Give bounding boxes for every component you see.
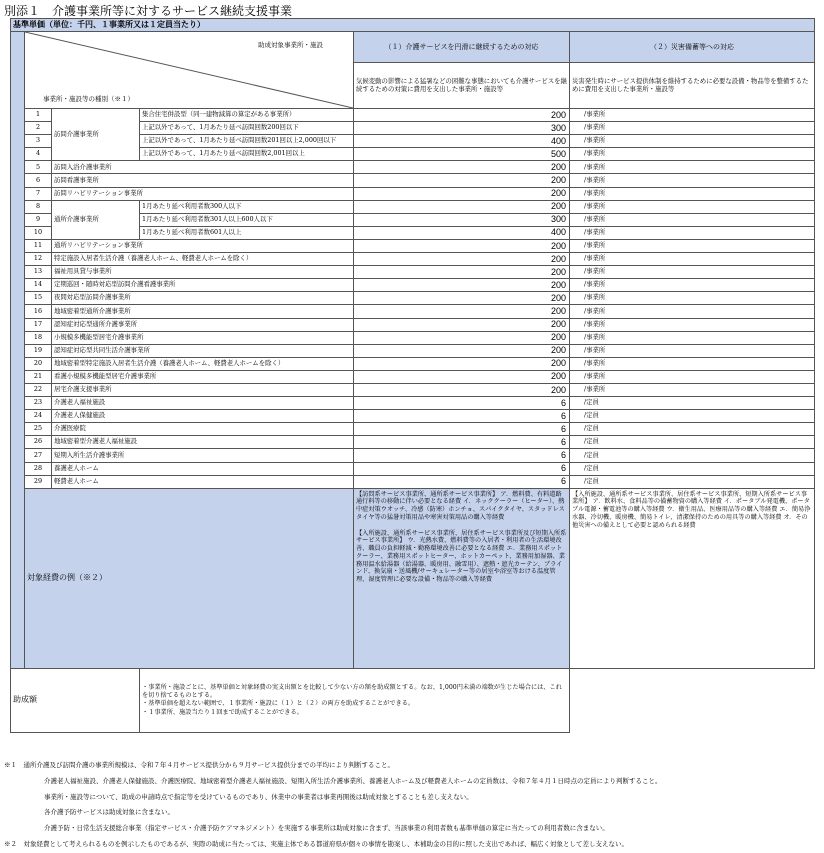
row-number: 14: [25, 279, 52, 292]
row-number: 20: [25, 357, 52, 370]
row-number: 11: [25, 239, 52, 252]
unit-price-value: 400: [354, 135, 570, 148]
table-row: [11, 253, 815, 266]
unit-price-unit: /事業所: [570, 266, 815, 279]
unit-price-value: 200: [354, 357, 570, 370]
diagonal-header-cell: [25, 32, 354, 109]
table-row: [11, 305, 815, 318]
unit-price-value: 300: [354, 213, 570, 226]
table-row: [11, 410, 815, 423]
row-number: 25: [25, 423, 52, 436]
subcategory-label: 上記以外であって、1月あたり延べ訪問回数2,001回以上: [140, 148, 354, 161]
row-number: 13: [25, 266, 52, 279]
table-row: [11, 357, 815, 370]
unit-price-unit: /定員: [570, 397, 815, 410]
facility-type-label: 養護老人ホーム: [52, 462, 354, 475]
unit-price-value: 200: [354, 383, 570, 396]
unit-price-value: 200: [354, 292, 570, 305]
cost-examples-disaster: 【入所施設、通所系サービス事業所、居住系サービス事業所、短期入所系サービス事業所】 ア．飲料水、食料品等の備蓄物資の購入等経費 イ．ポータブル発電機、ポータブル電源・蓄電池等の購入等経費 ウ．衛生用品、医療用品等の購入等経費 エ．簡易浄水器、冷切機、暖房機、簡易トイレ、清潔保持のための用具等の購入等経費 オ．その他災害への備えとして必要と認められる経費: [570, 488, 815, 668]
row-number: 8: [25, 200, 52, 213]
table-row: [11, 318, 815, 331]
row-number: 7: [25, 187, 52, 200]
row-number: 15: [25, 292, 52, 305]
row-number: 4: [25, 148, 52, 161]
unit-price-unit: /事業所: [570, 213, 815, 226]
unit-price-value: 200: [354, 318, 570, 331]
row-number: 6: [25, 174, 52, 187]
unit-banner: 基準単価（単位：千円、１事業所又は１定員当たり）: [11, 19, 815, 32]
table-row: [11, 397, 815, 410]
unit-price-value: 200: [354, 109, 570, 122]
note-1c: 事業所・施設等について、助成の申請時点で指定等を受けているものであり、休業中の事業者は事業再開後は助成対象とすることも差し支えない。: [44, 792, 473, 801]
row-number: 16: [25, 305, 52, 318]
facility-type-label: 介護老人保健施設: [52, 410, 354, 423]
facility-type-label: 介護老人福祉施設: [52, 397, 354, 410]
unit-price-value: 300: [354, 122, 570, 135]
facility-type-label: 訪問看護事業所: [52, 174, 354, 187]
grant-table: [10, 18, 815, 733]
table-row: [11, 161, 815, 174]
unit-price-unit: /事業所: [570, 122, 815, 135]
unit-price-value: 6: [354, 475, 570, 488]
row-number: 1: [25, 109, 52, 122]
unit-price-unit: /定員: [570, 462, 815, 475]
grant-rule-line: ・１事業所、施設当たり１回まで助成することができる。: [142, 708, 303, 716]
cost-paragraph-residential: 【入所施設、通所系サービス事業所、居住系サービス事業所及び短期入所系サービス事業所】 ウ．光熱水費、燃料費等の入居者・利用者の生活環境改善、職員の負担軽減・勤務環境改善に必要となる経費 エ．業務用スポットクーラー、業務用スポットヒーター、ホットカーペット、業務用加湿器、業務用温水給湯器（給湯器、暖房用、融雪用）、遮熱・遮光カーテン、ブラインド、換気扇・送風機/サーキュレーター等の居室や浴室等おける温度管理、湿度管理に必要な設備・物品等の購入等経費: [356, 529, 567, 584]
unit-price-unit: /定員: [570, 449, 815, 462]
grant-amount-rules: [140, 668, 570, 732]
table-row: [11, 292, 815, 305]
footnotes: [4, 758, 820, 853]
facility-type-label: 認知症対応型共同生活介護事業所: [52, 344, 354, 357]
table-row: [11, 266, 815, 279]
table-row: [11, 462, 815, 475]
facility-type-label: 定期巡回・随時対応型訪問介護看護事業所: [52, 279, 354, 292]
unit-price-unit: /定員: [570, 423, 815, 436]
unit-price-unit: /事業所: [570, 253, 815, 266]
unit-price-value: 200: [354, 305, 570, 318]
subcategory-label: 上記以外であって、1月あたり延べ訪問回数201回以上2,000回以下: [140, 135, 354, 148]
header-type-label: 事業所・施設等の種別（※１）: [43, 95, 134, 104]
facility-type-label: 地域密着型特定施設入居者生活介護（養護老人ホーム、軽費老人ホームを除く）: [52, 357, 354, 370]
unit-price-value: 200: [354, 253, 570, 266]
grant-rule-line: ・事業所・施設ごとに、基準単価と対象経費の実支出額とを比較して少ない方の額を助成額とする。なお、1,000円未満の端数が生じた場合には、これを切り捨てるものとする。: [142, 683, 562, 699]
unit-price-value: 200: [354, 161, 570, 174]
row-number: 12: [25, 253, 52, 266]
facility-type-label: 通所リハビリテーション事業所: [52, 239, 354, 252]
facility-type-label: 地域密着型通所介護事業所: [52, 305, 354, 318]
unit-price-value: 6: [354, 410, 570, 423]
table-row: [11, 436, 815, 449]
facility-type-label: 夜間対応型訪問介護事業所: [52, 292, 354, 305]
facility-type-label: 地域密着型介護老人福祉施設: [52, 436, 354, 449]
facility-type-label: 軽費老人ホーム: [52, 475, 354, 488]
row-number: 26: [25, 436, 52, 449]
row-number: 29: [25, 475, 52, 488]
group-label: 通所介護事業所: [52, 200, 140, 239]
col-header-disaster: （２）災害備蓄等への対応: [570, 32, 815, 63]
unit-price-unit: /事業所: [570, 109, 815, 122]
unit-price-value: 6: [354, 436, 570, 449]
cost-examples-continuation: [354, 488, 570, 668]
unit-price-unit: /定員: [570, 410, 815, 423]
unit-price-unit: /事業所: [570, 305, 815, 318]
row-number: 2: [25, 122, 52, 135]
table-row: [11, 370, 815, 383]
unit-price-unit: /事業所: [570, 370, 815, 383]
facility-type-label: 認知症対応型通所介護事業所: [52, 318, 354, 331]
unit-price-value: 200: [354, 266, 570, 279]
row-number: 10: [25, 226, 52, 239]
note-1d: 各介護予防サービスは助成対象に含まない。: [44, 808, 174, 817]
row-number: 5: [25, 161, 52, 174]
unit-price-value: 6: [354, 397, 570, 410]
unit-price-unit: /定員: [570, 436, 815, 449]
unit-price-value: 200: [354, 331, 570, 344]
unit-price-unit: /事業所: [570, 200, 815, 213]
grant-rule-line: ・基準単価を超えない範囲で、１事業所・施設に（１）と（２）の両方を助成することができる。: [142, 700, 415, 708]
facility-type-label: 居宅介護支援事業所: [52, 383, 354, 396]
col-desc-disaster: 災害発生時にサービス提供体制を維持するために必要な設備・物品等を整備するために費用を支出した事業所・施設等: [570, 63, 815, 109]
facility-type-label: 介護医療院: [52, 423, 354, 436]
unit-price-value: 200: [354, 370, 570, 383]
subcategory-label: 1月あたり延べ利用者数601人以上: [140, 226, 354, 239]
note-1e: 介護予防・日常生活支援総合事業（指定サービス・介護予防ケアマネジメント）を実施する事業所は助成対象に含まず、当該事業の利用者数も基準単価の算定に当たっての利用者数に含まない。: [44, 824, 609, 833]
subcategory-label: 上記以外であって、1月あたり延べ訪問回数200回以下: [140, 122, 354, 135]
cost-paragraph-visit: 【訪問系サービス事業所、通所系サービス事業所】 ア．燃料費、有料道路通行料等の移動に伴い必要となる経費 イ．ネッククーラー（ヒーター）、熱中症対策ウオッチ、冷感（防寒）ホンチョ、スパイクタイヤ、スタッドレスタイヤ等の猛暑対策用品や寒害対策用品の購入等経費: [356, 490, 565, 521]
grant-amount-label: 助成額: [11, 668, 140, 732]
subcategory-label: 1月あたり延べ利用者数300人以下: [140, 200, 354, 213]
row-number: 27: [25, 449, 52, 462]
table-row: [11, 449, 815, 462]
subcategory-label: 集合住宅併設型（同一建物減算の算定がある事業所）: [140, 109, 354, 122]
facility-type-label: 特定施設入居者生活介護（養護老人ホーム、軽費老人ホームを除く）: [52, 253, 354, 266]
unit-price-unit: /定員: [570, 475, 815, 488]
facility-type-label: 看護小規模多機能型居宅介護事業所: [52, 370, 354, 383]
unit-price-value: 200: [354, 279, 570, 292]
table-row: [11, 344, 815, 357]
table-row: [11, 423, 815, 436]
facility-type-label: 福祉用具貸与事業所: [52, 266, 354, 279]
header-facility-label: 助成対象事業所・施設: [258, 41, 323, 49]
unit-price-unit: /事業所: [570, 174, 815, 187]
row-number: 24: [25, 410, 52, 423]
row-number: 18: [25, 331, 52, 344]
unit-price-unit: /事業所: [570, 239, 815, 252]
row-number: 21: [25, 370, 52, 383]
subcategory-label: 1月あたり延べ利用者数301人以上600人以下: [140, 213, 354, 226]
unit-price-value: 200: [354, 174, 570, 187]
unit-price-unit: /事業所: [570, 344, 815, 357]
col-header-continuation: （１）介護サービスを円滑に継続するための対応: [354, 32, 570, 63]
unit-price-value: 200: [354, 187, 570, 200]
left-margin-band: [11, 32, 25, 669]
unit-price-unit: /事業所: [570, 226, 815, 239]
cost-examples-label: 対象経費の例（※２）: [25, 488, 354, 668]
unit-price-value: 6: [354, 449, 570, 462]
unit-price-value: 6: [354, 462, 570, 475]
facility-type-label: 訪問リハビリテーション事業所: [52, 187, 354, 200]
note-1: ※１ 通所介護及び訪問介護の事業所規模は、令和７年４月サービス提供分から９月サービス提供分までの平均により判断すること。: [4, 761, 394, 769]
table-row: [11, 109, 815, 122]
grant-amount-row: [11, 668, 815, 732]
cost-examples-row: [11, 488, 815, 668]
row-number: 23: [25, 397, 52, 410]
table-row: [11, 475, 815, 488]
unit-price-unit: /事業所: [570, 148, 815, 161]
row-number: 22: [25, 383, 52, 396]
unit-price-unit: /事業所: [570, 318, 815, 331]
facility-type-label: 訪問入浴介護事業所: [52, 161, 354, 174]
table-row: [11, 174, 815, 187]
unit-price-value: 200: [354, 239, 570, 252]
row-number: 3: [25, 135, 52, 148]
document-title: 別添１ 介護事業所等に対するサービス継続支援事業: [4, 4, 293, 18]
unit-price-unit: /事業所: [570, 331, 815, 344]
table-row: [11, 331, 815, 344]
unit-price-unit: /事業所: [570, 383, 815, 396]
unit-price-unit: /事業所: [570, 135, 815, 148]
unit-price-unit: /事業所: [570, 161, 815, 174]
unit-price-value: 400: [354, 226, 570, 239]
unit-price-value: 500: [354, 148, 570, 161]
unit-price-unit: /事業所: [570, 187, 815, 200]
row-number: 9: [25, 213, 52, 226]
unit-price-unit: /事業所: [570, 357, 815, 370]
note-1b: 介護老人福祉施設、介護老人保健施設、介護医療院、地域密着型介護老人福祉施設、短期入所生活介護事業所、養護老人ホーム及び軽費老人ホームの定員数は、令和７年４月１日時点の定員により判断すること。: [44, 776, 662, 785]
table-row: [11, 279, 815, 292]
table-row: [11, 239, 815, 252]
facility-type-label: 短期入所生活介護事業所: [52, 449, 354, 462]
table-row: [11, 200, 815, 213]
unit-price-value: 200: [354, 344, 570, 357]
unit-price-value: 200: [354, 200, 570, 213]
col-desc-continuation: 気候変動の影響による猛暑などの困難な事態においても介護サービスを継続するための対策に費用を支出した事業所・施設等: [354, 63, 570, 109]
note-2: ※２ 対象経費として考えられるものを例示したものであるが、実際の助成に当たっては、実施主体である都道府県が個々の事情を勘案し、本補助金の目的に照した支出であれば、幅広く対象として差し支えない。: [4, 839, 628, 848]
group-label: 訪問介護事業所: [52, 109, 140, 161]
unit-price-unit: /事業所: [570, 292, 815, 305]
table-row: [11, 383, 815, 396]
row-number: 17: [25, 318, 52, 331]
row-number: 28: [25, 462, 52, 475]
unit-price-value: 6: [354, 423, 570, 436]
row-number: 19: [25, 344, 52, 357]
table-row: [11, 187, 815, 200]
facility-type-label: 小規模多機能型居宅介護事業所: [52, 331, 354, 344]
unit-price-unit: /事業所: [570, 279, 815, 292]
